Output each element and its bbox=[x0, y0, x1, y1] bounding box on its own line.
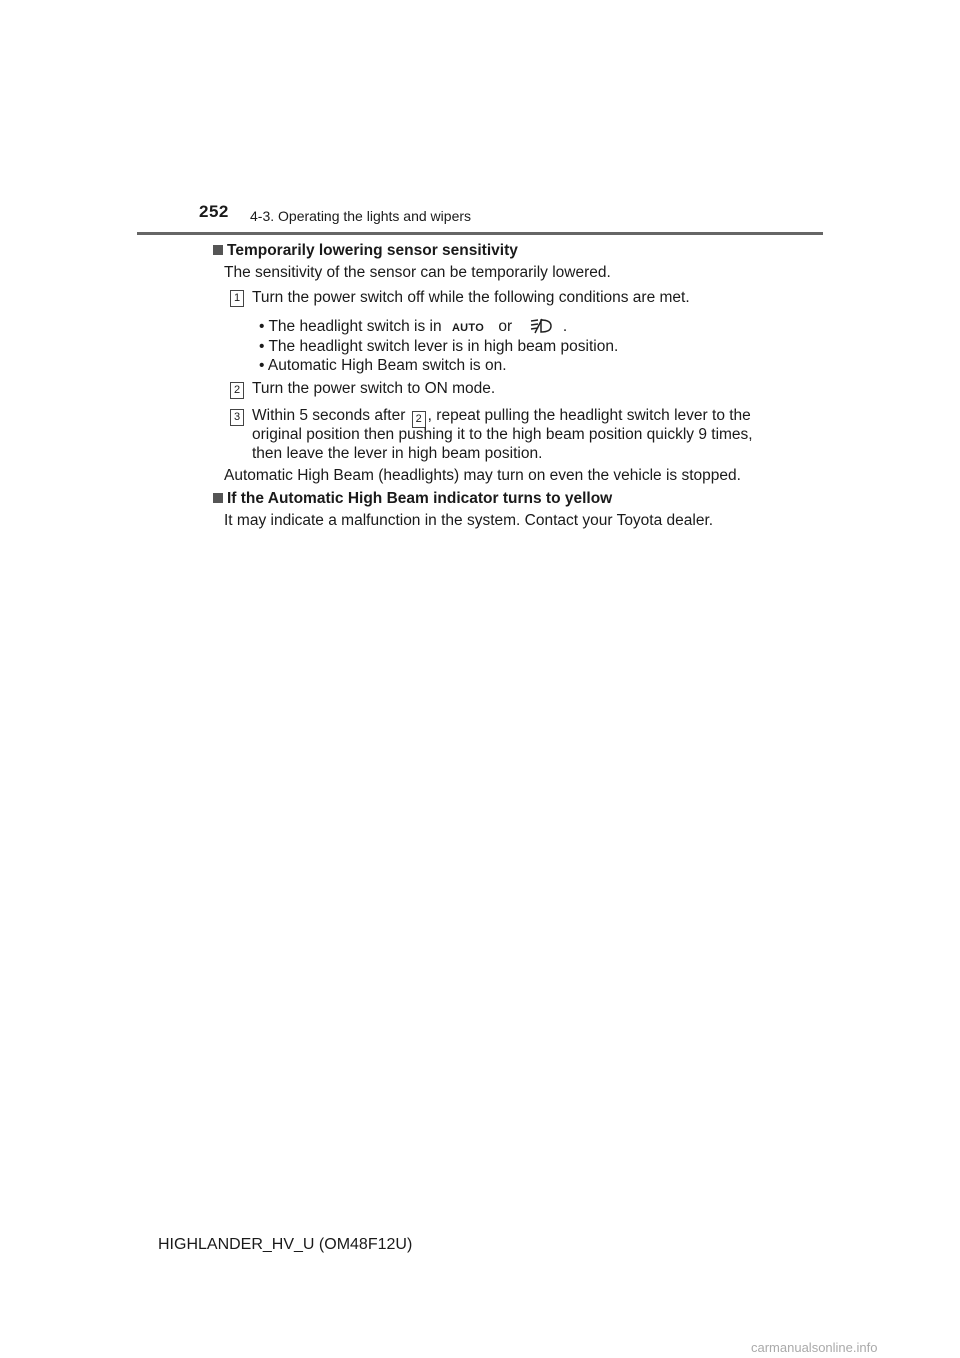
step-1-text: Turn the power switch off while the following conditions are met. bbox=[252, 289, 690, 306]
section2-text: It may indicate a malfunction in the system. Contact your Toyota dealer. bbox=[224, 512, 714, 529]
bullet-1-or: or bbox=[498, 318, 513, 335]
step-number-box: 2 bbox=[230, 382, 244, 399]
step-number-box: 3 bbox=[230, 409, 244, 426]
section-title: 4-3. Operating the lights and wipers bbox=[250, 208, 472, 224]
watermark: carmanualsonline.info bbox=[751, 1340, 878, 1355]
heading-sensor-sensitivity bbox=[213, 241, 518, 261]
step-3-text-b: , repeat pulling the headlight switch lever to the bbox=[427, 407, 751, 424]
page-number: 252 bbox=[199, 202, 229, 221]
step-number-box: 1 bbox=[230, 290, 244, 307]
bullet-1-text: • The headlight switch is in bbox=[259, 318, 442, 335]
square-bullet-icon bbox=[213, 245, 223, 255]
bullet-auto-high-beam: • Automatic High Beam switch is on. bbox=[259, 357, 507, 374]
header-rule bbox=[137, 232, 823, 235]
heading-indicator-yellow bbox=[213, 489, 612, 509]
step-3-line-3: then leave the lever in high beam position. bbox=[252, 445, 543, 462]
step-2-text: Turn the power switch to ON mode. bbox=[252, 380, 496, 397]
heading-text: If the Automatic High Beam indicator turns to yellow bbox=[227, 490, 613, 507]
heading-text: Temporarily lowering sensor sensitivity bbox=[227, 242, 518, 259]
step-3-text-a: Within 5 seconds after bbox=[252, 407, 406, 424]
footer-model-code: HIGHLANDER_HV_U (OM48F12U) bbox=[158, 1236, 413, 1253]
auto-icon: AUTO bbox=[451, 322, 485, 334]
square-bullet-icon bbox=[213, 493, 223, 503]
intro-text: The sensitivity of the sensor can be temporarily lowered. bbox=[224, 264, 611, 281]
bullet-lever-position: • The headlight switch lever is in high beam position. bbox=[259, 338, 619, 355]
step-ref-box: 2 bbox=[412, 411, 426, 428]
bullet-1-end: . bbox=[562, 318, 568, 335]
step-3-line-2: original position then pushing it to the high beam position quickly 9 times, bbox=[252, 426, 753, 443]
note-text: Automatic High Beam (headlights) may turn on even the vehicle is stopped. bbox=[224, 467, 741, 484]
